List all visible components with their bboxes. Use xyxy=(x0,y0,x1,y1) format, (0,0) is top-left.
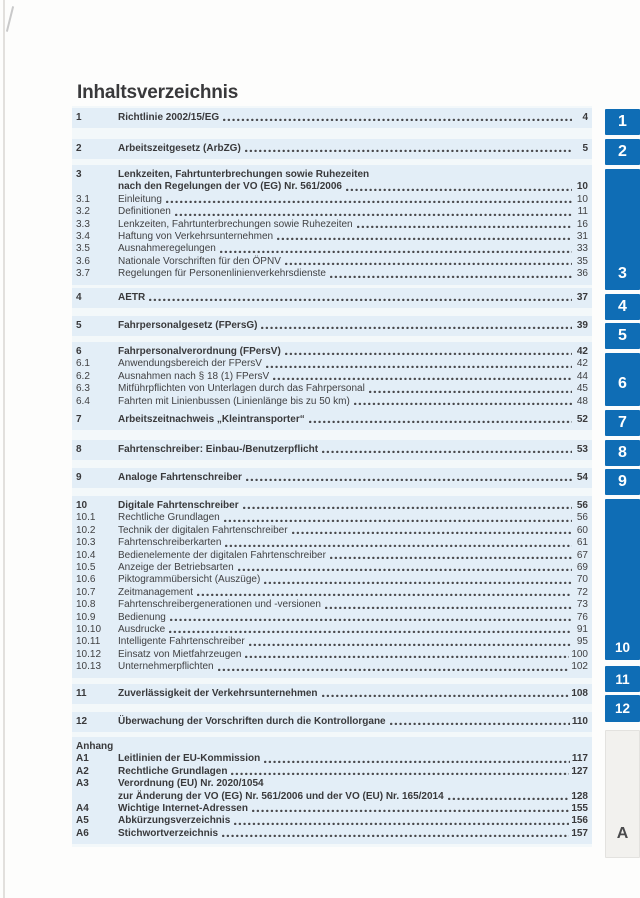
toc-entry xyxy=(76,194,588,206)
entry-page-number: 5 xyxy=(582,143,588,154)
entry-page-number: 33 xyxy=(576,243,588,255)
entry-page-number: 110 xyxy=(571,716,588,727)
dot-leader xyxy=(238,568,572,572)
toc-entry xyxy=(76,624,588,636)
toc-section-2 xyxy=(72,139,592,159)
entry-page-number: 42 xyxy=(576,346,588,357)
toc-entry xyxy=(76,778,588,790)
toc-entry xyxy=(76,587,588,599)
entry-title: Fahrtenschreiber: Einbau-/Benutzerpflicht xyxy=(118,444,319,455)
toc-entry xyxy=(76,550,588,562)
side-tab-label: A xyxy=(616,825,629,842)
entry-number: 10.12 xyxy=(76,648,102,660)
entry-title: Bedienung xyxy=(118,611,166,623)
side-tab-8 xyxy=(605,440,640,466)
dot-leader xyxy=(285,262,572,266)
entry-page-number: 61 xyxy=(576,537,588,549)
entry-number: 10.2 xyxy=(76,524,96,536)
toc-entry xyxy=(76,828,588,840)
toc-entry xyxy=(76,766,588,778)
toc-entry xyxy=(76,661,588,673)
entry-title: Analoge Fahrtenschreiber xyxy=(118,472,242,483)
toc-entry xyxy=(76,143,588,155)
dot-leader xyxy=(264,760,570,764)
entry-title: nach den Regelungen der VO (EG) Nr. 561/2006 xyxy=(118,181,342,193)
toc-entry xyxy=(76,231,588,243)
side-tab-label: 1 xyxy=(618,113,627,130)
entry-title: Richtlinie 2002/15/EG xyxy=(118,112,220,123)
entry-number: 10.10 xyxy=(76,624,102,636)
entry-title: Zuverlässigkeit der Verkehrsunternehmen xyxy=(118,688,318,699)
entry-page-number: 48 xyxy=(576,395,588,407)
entry-number: A1 xyxy=(76,753,89,765)
entry-page-number: 156 xyxy=(571,815,588,827)
side-tab-label: 2 xyxy=(618,143,627,160)
entry-title: Überwachung der Vorschriften durch die Kontrollorgane xyxy=(118,716,386,727)
dot-leader xyxy=(325,606,572,610)
side-tab-11 xyxy=(605,666,640,692)
dot-leader xyxy=(357,225,572,229)
entry-number: 3.5 xyxy=(76,243,90,255)
dot-leader xyxy=(224,519,572,523)
toc-entry xyxy=(76,636,588,648)
entry-title: Regelungen für Personenlinienverkehrsdienste xyxy=(118,268,326,280)
entry-number: 6 xyxy=(76,346,82,357)
side-tab-label: 3 xyxy=(618,265,627,282)
entry-title: Lenkzeiten, Fahrtunterbrechungen sowie Ruhezeiten xyxy=(118,218,353,230)
toc-section-3 xyxy=(72,165,592,285)
entry-number: 10.5 xyxy=(76,562,96,574)
entry-page-number: 16 xyxy=(576,218,588,230)
dot-leader xyxy=(330,275,572,279)
toc-section-9 xyxy=(72,468,592,488)
dot-leader xyxy=(149,298,572,302)
side-tab-label: 11 xyxy=(615,671,630,687)
entry-title: Nationale Vorschriften für den ÖPNV xyxy=(118,255,281,267)
entry-page-number: 56 xyxy=(576,512,588,524)
dot-leader xyxy=(322,450,572,454)
toc-entry xyxy=(76,169,588,181)
dot-leader xyxy=(243,506,572,510)
toc-entry xyxy=(76,612,588,624)
entry-number: 3.6 xyxy=(76,255,90,267)
entry-number: 6.1 xyxy=(76,358,90,370)
dot-leader xyxy=(322,694,570,698)
entry-title: Fahrtenschreibergenerationen und -versionen xyxy=(118,599,321,611)
toc-entry xyxy=(76,649,588,661)
dot-leader xyxy=(249,643,572,647)
entry-title: Fahrtenschreiberkarten xyxy=(118,537,222,549)
toc-entry xyxy=(76,112,588,124)
dot-leader xyxy=(246,478,572,482)
dot-leader xyxy=(354,402,572,406)
entry-number: 6.2 xyxy=(76,370,90,382)
dot-leader xyxy=(222,834,569,838)
side-tab-5 xyxy=(605,323,640,349)
entry-title: Rechtliche Grundlagen xyxy=(118,512,220,524)
entry-page-number: 54 xyxy=(576,472,588,483)
toc-entry xyxy=(76,292,588,304)
entry-number: A6 xyxy=(76,827,89,839)
entry-page-number: 39 xyxy=(576,320,588,331)
entry-page-number: 127 xyxy=(571,765,588,777)
toc-entry xyxy=(76,815,588,827)
entry-title: Digitale Fahrtenschreiber xyxy=(118,500,239,511)
anhang-label: Anhang xyxy=(76,741,114,752)
entry-title: Rechtliche Grundlagen xyxy=(118,765,228,777)
entry-title: Leitlinien der EU-Kommission xyxy=(118,753,261,765)
entry-number: 1 xyxy=(76,112,82,123)
toc-entry xyxy=(76,371,588,383)
toc-entry xyxy=(76,320,588,332)
toc-entry xyxy=(76,206,588,218)
toc-entry-continuation xyxy=(76,181,588,193)
entry-page-number: 100 xyxy=(571,648,588,660)
toc-entry xyxy=(76,219,588,231)
dot-leader xyxy=(277,237,572,241)
entry-number: 10.4 xyxy=(76,549,96,561)
dot-leader xyxy=(369,390,572,394)
side-tab-label: 4 xyxy=(618,298,627,315)
entry-title: Einleitung xyxy=(118,193,162,205)
toc-entry xyxy=(76,512,588,524)
entry-title: Verordnung (EU) Nr. 2020/1054 xyxy=(118,778,264,790)
entry-number: 10.9 xyxy=(76,611,96,623)
entry-title: Lenkzeiten, Fahrtunterbrechungen sowie Ruhezeiten xyxy=(118,169,370,180)
entry-number: 10 xyxy=(76,500,88,511)
toc-entry xyxy=(76,525,588,537)
side-tab-label: 7 xyxy=(618,414,627,431)
toc-section-5 xyxy=(72,316,592,336)
toc-section-1 xyxy=(72,108,592,128)
side-tab-label: 8 xyxy=(618,444,627,461)
dot-leader xyxy=(346,188,572,192)
entry-number: 3.1 xyxy=(76,193,90,205)
entry-page-number: 76 xyxy=(576,611,588,623)
entry-number: 10.1 xyxy=(76,512,96,524)
side-tab-label: 6 xyxy=(618,375,627,392)
entry-number: 11 xyxy=(76,688,87,699)
entry-title: Mitführpflichten von Unterlagen durch das Fahrpersonal xyxy=(118,383,365,395)
entry-title: Ausnahmen nach § 18 (1) FPersV xyxy=(118,370,270,382)
entry-number: A3 xyxy=(76,778,89,790)
entry-number: 10.7 xyxy=(76,586,96,598)
entry-title: Fahrpersonalgesetz (FPersG) xyxy=(118,320,258,331)
entry-page-number: 35 xyxy=(576,255,588,267)
side-tab-label: 12 xyxy=(614,701,631,716)
dot-leader xyxy=(234,822,569,826)
dot-leader xyxy=(220,250,572,254)
toc-entry xyxy=(76,753,588,765)
toc-entry xyxy=(76,268,588,280)
entry-number: 10.13 xyxy=(76,661,102,673)
entry-title: Haftung von Verkehrsunternehmen xyxy=(118,231,274,243)
entry-page-number: 10 xyxy=(576,193,588,205)
entry-page-number: 31 xyxy=(576,231,588,243)
toc-section-10 xyxy=(72,496,592,678)
side-tab-7 xyxy=(605,410,640,436)
dot-leader xyxy=(169,630,572,634)
dot-leader xyxy=(245,655,569,659)
dot-leader xyxy=(273,377,572,381)
dot-leader xyxy=(261,326,572,330)
entry-page-number: 67 xyxy=(576,549,588,561)
entry-number: 3.2 xyxy=(76,206,90,218)
dot-leader xyxy=(264,581,572,585)
toc-entry xyxy=(76,562,588,574)
side-tab-9 xyxy=(605,469,640,495)
entry-page-number: 44 xyxy=(576,370,588,382)
entry-page-number: 91 xyxy=(576,624,588,636)
side-tab-3 xyxy=(605,169,640,290)
page-title: Inhaltsverzeichnis xyxy=(77,82,239,103)
toc-section-7 xyxy=(72,410,592,430)
entry-title: Ausnahmeregelungen xyxy=(118,243,216,255)
entry-page-number: 60 xyxy=(576,524,588,536)
toc-entry xyxy=(76,243,588,255)
dot-leader xyxy=(225,544,572,548)
entry-page-number: 108 xyxy=(571,688,588,699)
entry-number: 3.3 xyxy=(76,218,90,230)
entry-number: 10.8 xyxy=(76,599,96,611)
entry-number: 10.6 xyxy=(76,574,96,586)
entry-page-number: 73 xyxy=(576,599,588,611)
entry-title: Zeitmanagement xyxy=(118,586,194,598)
entry-title: Definitionen xyxy=(118,206,171,218)
toc-entry xyxy=(76,256,588,268)
entry-title: Intelligente Fahrtenschreiber xyxy=(118,636,245,648)
entry-page-number: 52 xyxy=(576,414,588,425)
toc-entry xyxy=(76,472,588,484)
toc-entry xyxy=(76,803,588,815)
toc-section-8 xyxy=(72,440,592,460)
toc-entry xyxy=(76,346,588,358)
side-tab-2 xyxy=(605,139,640,165)
entry-title: Fahrten mit Linienbussen (Linienlänge bis zu 50 km) xyxy=(118,395,350,407)
entry-page-number: 56 xyxy=(576,500,588,511)
entry-title: Technik der digitalen Fahrtenschreiber xyxy=(118,524,288,536)
dot-leader xyxy=(231,772,569,776)
dot-leader xyxy=(285,352,572,356)
side-tab-1 xyxy=(605,109,640,135)
toc-entry xyxy=(76,396,588,408)
entry-number: 5 xyxy=(76,320,82,331)
entry-page-number: 53 xyxy=(576,444,588,455)
toc-entry xyxy=(76,383,588,395)
dot-leader xyxy=(175,213,572,217)
toc-section-A xyxy=(72,737,592,844)
entry-page-number: 4 xyxy=(582,112,588,123)
toc-entry-continuation xyxy=(76,791,588,803)
entry-title: Fahrpersonalverordnung (FPersV) xyxy=(118,346,281,357)
toc-entry xyxy=(76,500,588,512)
entry-page-number: 45 xyxy=(576,383,588,395)
entry-page-number: 157 xyxy=(571,827,588,839)
entry-number: A5 xyxy=(76,815,89,827)
entry-number: 10.3 xyxy=(76,537,96,549)
entry-title: zur Änderung der VO (EG) Nr. 561/2006 und der VO (EU) Nr. 165/2014 xyxy=(118,790,444,802)
entry-number: 6.4 xyxy=(76,395,90,407)
side-tab-label: 9 xyxy=(618,473,627,490)
dot-leader xyxy=(309,420,572,424)
toc-section-12 xyxy=(72,712,592,732)
dot-leader xyxy=(197,593,572,597)
entry-title: Arbeitszeitnachweis „Kleintransporter“ xyxy=(118,414,305,425)
entry-title: Wichtige Internet-Adressen xyxy=(118,803,248,815)
entry-page-number: 117 xyxy=(571,753,588,765)
entry-title: Abkürzungsverzeichnis xyxy=(118,815,231,827)
toc-entry xyxy=(76,414,588,426)
entry-title: AETR xyxy=(118,292,146,303)
entry-title: Anzeige der Betriebsarten xyxy=(118,562,234,574)
entry-title: Bedienelemente der digitalen Fahrtenschreiber xyxy=(118,549,326,561)
entry-title: Piktogrammübersicht (Auszüge) xyxy=(118,574,261,586)
toc-entry xyxy=(76,537,588,549)
entry-page-number: 69 xyxy=(576,562,588,574)
entry-page-number: 155 xyxy=(571,803,588,815)
entry-title: Arbeitszeitgesetz (ArbZG) xyxy=(118,143,241,154)
toc-section-4 xyxy=(72,288,592,308)
toc-entry xyxy=(76,599,588,611)
entry-page-number: 11 xyxy=(577,206,588,218)
entry-page-number: 70 xyxy=(576,574,588,586)
side-tab-12 xyxy=(605,695,640,722)
dot-leader xyxy=(218,668,570,672)
entry-page-number: 10 xyxy=(576,181,588,193)
entry-page-number: 102 xyxy=(571,661,588,673)
entry-number: 12 xyxy=(76,716,88,727)
toc-entry xyxy=(76,444,588,456)
dot-leader xyxy=(223,118,572,122)
entry-number: 4 xyxy=(76,292,82,303)
dot-leader xyxy=(170,618,572,622)
entry-page-number: 42 xyxy=(576,358,588,370)
entry-page-number: 128 xyxy=(571,790,588,802)
side-tab-10 xyxy=(605,499,640,660)
dot-leader xyxy=(448,797,570,801)
entry-title: Ausdrucke xyxy=(118,624,166,636)
entry-number: A4 xyxy=(76,803,89,815)
entry-number: A2 xyxy=(76,765,89,777)
side-tab-A xyxy=(605,730,640,858)
toc-entry xyxy=(76,358,588,370)
side-tab-label: 10 xyxy=(614,640,631,655)
toc-section-6 xyxy=(72,342,592,412)
dot-leader xyxy=(390,722,570,726)
dot-leader xyxy=(166,200,572,204)
entry-number: 2 xyxy=(76,143,82,154)
entry-title: Einsatz von Mietfahrzeugen xyxy=(118,648,242,660)
entry-page-number: 37 xyxy=(576,292,588,303)
toc-entry xyxy=(76,574,588,586)
entry-title: Anwendungsbereich der FPersV xyxy=(118,358,262,370)
dot-leader xyxy=(245,149,572,153)
entry-number: 3 xyxy=(76,169,82,180)
side-tab-4 xyxy=(605,294,640,320)
entry-number: 7 xyxy=(76,414,82,425)
side-tab-6 xyxy=(605,353,640,406)
dot-leader xyxy=(330,556,572,560)
dot-leader xyxy=(292,531,572,535)
toc-section-11 xyxy=(72,684,592,704)
dot-leader xyxy=(266,365,572,369)
entry-number: 6.3 xyxy=(76,383,90,395)
dot-leader xyxy=(252,809,569,813)
entry-page-number: 72 xyxy=(576,586,588,598)
side-tab-label: 5 xyxy=(618,327,627,344)
entry-number: 9 xyxy=(76,472,82,483)
entry-number: 3.7 xyxy=(76,268,90,280)
entry-page-number: 95 xyxy=(576,636,588,648)
entry-number: 3.4 xyxy=(76,231,90,243)
entry-page-number: 36 xyxy=(576,268,588,280)
entry-number: 10.11 xyxy=(76,636,101,648)
entry-number: 8 xyxy=(76,444,82,455)
toc-entry xyxy=(76,688,588,700)
entry-title: Stichwortverzeichnis xyxy=(118,827,219,839)
entry-title: Unternehmerpflichten xyxy=(118,661,214,673)
toc-entry xyxy=(76,716,588,728)
